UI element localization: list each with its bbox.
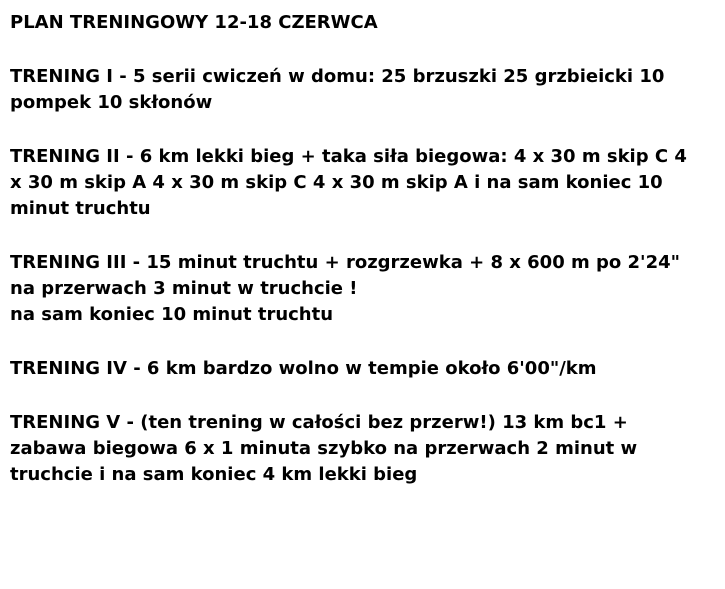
training-5-line-3: truchcie i na sam koniec 4 km lekki bieg: [10, 464, 418, 485]
training-2-line-2: x 30 m skip A 4 x 30 m skip C 4 x 30 m skip A i na sam koniec 10: [10, 172, 663, 193]
training-1-section: [10, 64, 713, 116]
training-5-section: [10, 410, 713, 488]
training-3-line-2: na przerwach 3 minut w truchcie !: [10, 278, 358, 299]
training-5-line-1: TRENING V - (ten trening w całości bez przerw!) 13 km bc1 +: [10, 412, 628, 433]
training-3-line-1: TRENING III - 15 minut truchtu + rozgrzewka + 8 x 600 m po 2'24": [10, 252, 680, 273]
training-4-line-1: TRENING IV - 6 km bardzo wolno w tempie około 6'00"/km: [10, 358, 597, 379]
training-1-line-2: pompek 10 skłonów: [10, 92, 213, 113]
training-5-line-2: zabawa biegowa 6 x 1 minuta szybko na przerwach 2 minut w: [10, 438, 638, 459]
training-2-line-1: TRENING II - 6 km lekki bieg + taka siła biegowa: 4 x 30 m skip C 4: [10, 146, 687, 167]
training-2-section: [10, 144, 713, 222]
training-2-line-3: minut truchtu: [10, 198, 151, 219]
training-3-line-3: na sam koniec 10 minut truchtu: [10, 304, 334, 325]
training-4-section: [10, 356, 713, 382]
training-3-section: [10, 250, 713, 328]
document-title: PLAN TRENINGOWY 12-18 CZERWCA: [10, 12, 378, 33]
training-1-line-1: TRENING I - 5 serii cwiczeń w domu: 25 brzuszki 25 grzbieicki 10: [10, 66, 665, 87]
